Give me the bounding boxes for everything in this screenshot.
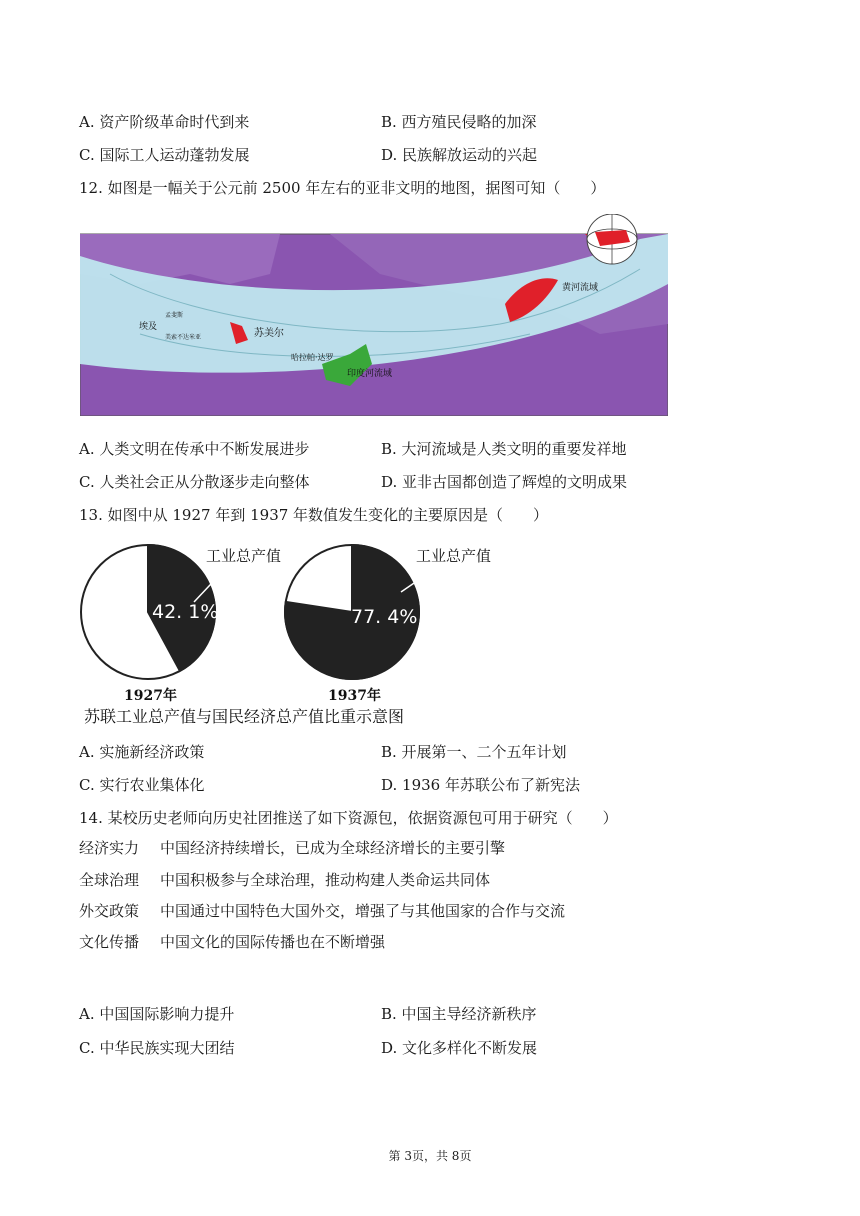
- pie-1937-year: 1937年: [328, 688, 381, 704]
- q12-option-d: D. 亚非古国都创造了辉煌的文明成果: [381, 473, 628, 491]
- q14-stem: 14. 某校历史老师向历史社团推送了如下资源包，依据资源包可用于研究（ ）: [79, 809, 618, 827]
- q12-option-a: A. 人类文明在传承中不断发展进步: [79, 440, 310, 458]
- resource-row-value: 中国积极参与全球治理，推动构建人类命运共同体: [160, 871, 491, 889]
- q13-stem: 13. 如图中从 1927 年到 1937 年数值发生变化的主要原因是（ ）: [79, 506, 549, 524]
- map-label-yellow-river: 黄河流域: [562, 283, 599, 293]
- q14-option-d: D. 文化多样化不断发展: [381, 1039, 538, 1057]
- q14-option-b: B. 中国主导经济新秩序: [381, 1005, 537, 1023]
- pie-1927-year: 1927年: [124, 688, 177, 704]
- q13-option-a: A. 实施新经济政策: [79, 743, 205, 761]
- q12-option-c: C. 人类社会正从分散逐步走向整体: [79, 473, 310, 491]
- resource-row-value: 中国通过中国特色大国外交，增强了与其他国家的合作与交流: [160, 902, 566, 920]
- pie-chart-figure: [76, 540, 516, 730]
- q11-option-a: A. 资产阶级革命时代到来: [79, 113, 250, 131]
- pie-1927-value: 42. 1%: [152, 601, 219, 623]
- resource-row-value: 中国经济持续增长，已成为全球经济增长的主要引擎: [160, 839, 506, 857]
- pie-1937-segment-label: 工业总产值: [416, 547, 492, 565]
- q11-option-b: B. 西方殖民侵略的加深: [381, 113, 537, 131]
- q13-option-d: D. 1936 年苏联公布了新宪法: [381, 776, 580, 794]
- resource-row-key: 外交政策: [79, 902, 140, 920]
- ancient-civilizations-map: [80, 214, 668, 416]
- pie-1937-value: 77. 4%: [351, 606, 418, 628]
- map-label-memphis: 孟斐斯: [165, 312, 184, 319]
- map-label-indus: 印度河流域: [347, 369, 393, 379]
- q11-option-c: C. 国际工人运动蓬勃发展: [79, 146, 250, 164]
- map-label-mesopotamia: 美索不达米亚: [165, 334, 202, 341]
- resource-row-key: 文化传播: [79, 933, 140, 951]
- q13-option-c: C. 实行农业集体化: [79, 776, 205, 794]
- q12-stem: 12. 如图是一幅关于公元前 2500 年左右的亚非文明的地图，据图可知（ ）: [79, 179, 606, 197]
- map-label-egypt: 埃及: [139, 322, 158, 332]
- resource-row-key: 经济实力: [79, 839, 140, 857]
- map-label-harappa: 哈拉帕·达罗: [291, 353, 334, 362]
- map-label-sumer: 苏美尔: [254, 328, 284, 339]
- page-footer: 第 3页，共 8页: [388, 1149, 472, 1163]
- resource-row-value: 中国文化的国际传播也在不断增强: [160, 933, 386, 951]
- q14-option-a: A. 中国国际影响力提升: [79, 1005, 235, 1023]
- q13-option-b: B. 开展第一、二个五年计划: [381, 743, 567, 761]
- q11-option-d: D. 民族解放运动的兴起: [381, 146, 538, 164]
- pie-1927-segment-label: 工业总产值: [206, 547, 282, 565]
- chart-title: 苏联工业总产值与国民经济总产值比重示意图: [84, 707, 405, 726]
- q12-option-b: B. 大河流域是人类文明的重要发祥地: [381, 440, 627, 458]
- resource-row-key: 全球治理: [79, 871, 140, 889]
- q14-option-c: C. 中华民族实现大团结: [79, 1039, 235, 1057]
